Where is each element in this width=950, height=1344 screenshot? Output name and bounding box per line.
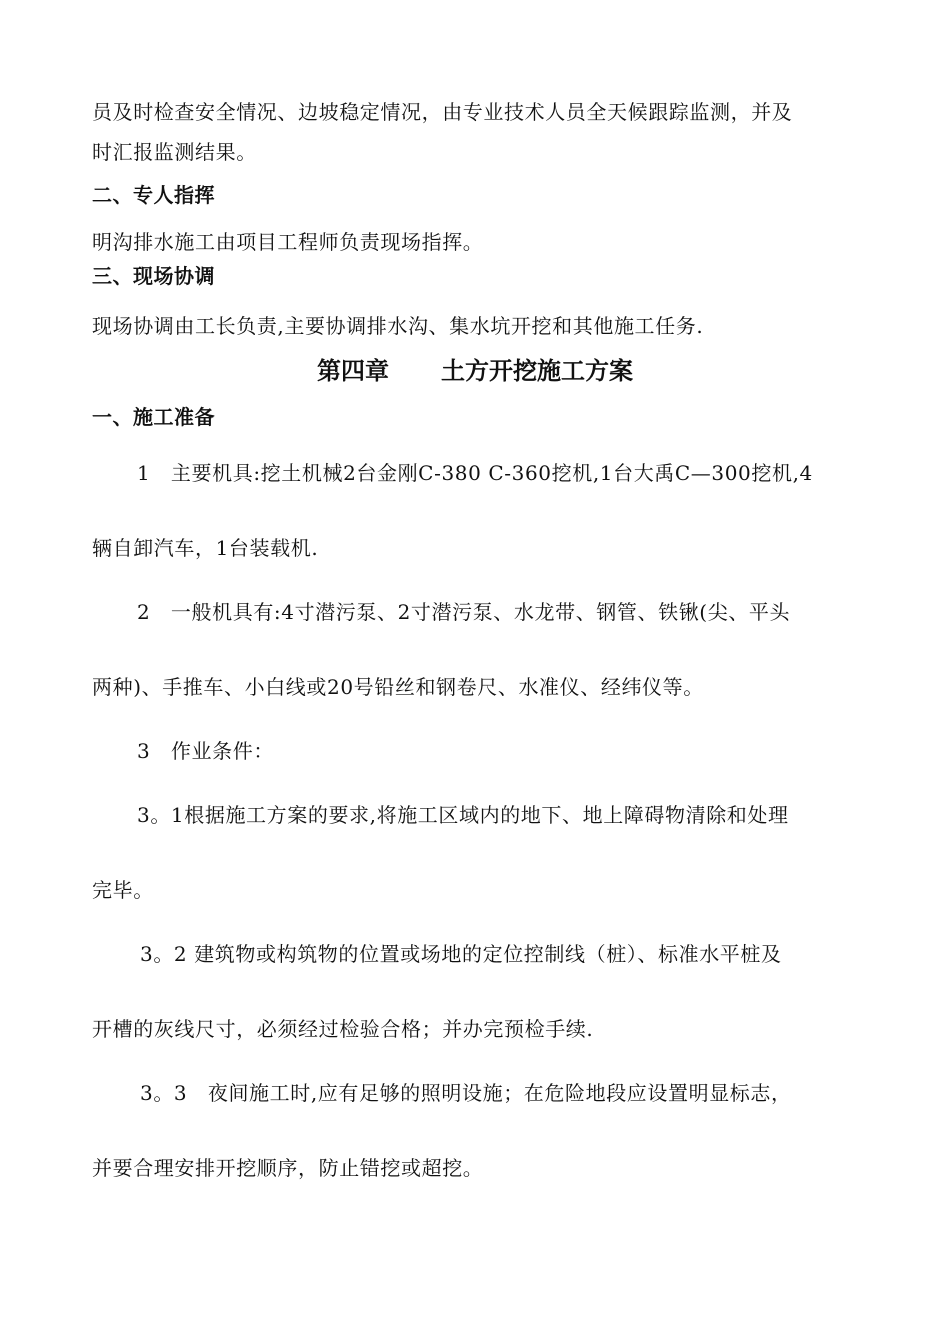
paragraph-line: 完毕。	[92, 878, 154, 902]
paragraph-line: 两种)、手推车、小白线或20号铅丝和钢卷尺、水准仪、经纬仪等。	[92, 675, 704, 699]
paragraph-line: 3 作业条件：	[137, 739, 274, 763]
paragraph-line: 明沟排水施工由项目工程师负责现场指挥。	[92, 230, 484, 254]
paragraph-line: 辆自卸汽车，1台装载机.	[92, 536, 319, 560]
section-heading: 一、施工准备	[92, 405, 215, 429]
paragraph-line: 时汇报监测结果。	[92, 140, 257, 164]
paragraph-line: 现场协调由工长负责,主要协调排水沟、集水坑开挖和其他施工任务.	[92, 314, 704, 338]
paragraph-line: 3。2 建筑物或构筑物的位置或场地的定位控制线（桩）、标准水平桩及	[140, 942, 782, 966]
paragraph-line: 2 一般机具有:4寸潜污泵、2寸潜污泵、水龙带、钢管、铁锹(尖、平头	[137, 600, 791, 624]
section-heading: 三、现场协调	[92, 264, 215, 288]
paragraph-line: 员及时检查安全情况、边坡稳定情况，由专业技术人员全天候跟踪监测，并及	[92, 100, 793, 124]
chapter-title	[0, 355, 950, 387]
paragraph-line: 并要合理安排开挖顺序，防止错挖或超挖。	[92, 1156, 484, 1180]
chapter-number: 第四章	[317, 357, 389, 385]
paragraph-line: 开槽的灰线尺寸，必须经过检验合格；并办完预检手续.	[92, 1017, 594, 1041]
paragraph-line: 3。1根据施工方案的要求,将施工区域内的地下、地上障碍物清除和处理	[137, 803, 789, 827]
paragraph-line: 3。3 夜间施工时,应有足够的照明设施；在危险地段应设置明显标志，	[140, 1081, 792, 1105]
section-heading: 二、专人指挥	[92, 183, 215, 207]
chapter-name: 土方开挖施工方案	[441, 357, 633, 385]
paragraph-line: 1 主要机具:挖土机械2台金刚C-380 C-360挖机,1台大禹C—300挖机,4	[137, 461, 813, 485]
